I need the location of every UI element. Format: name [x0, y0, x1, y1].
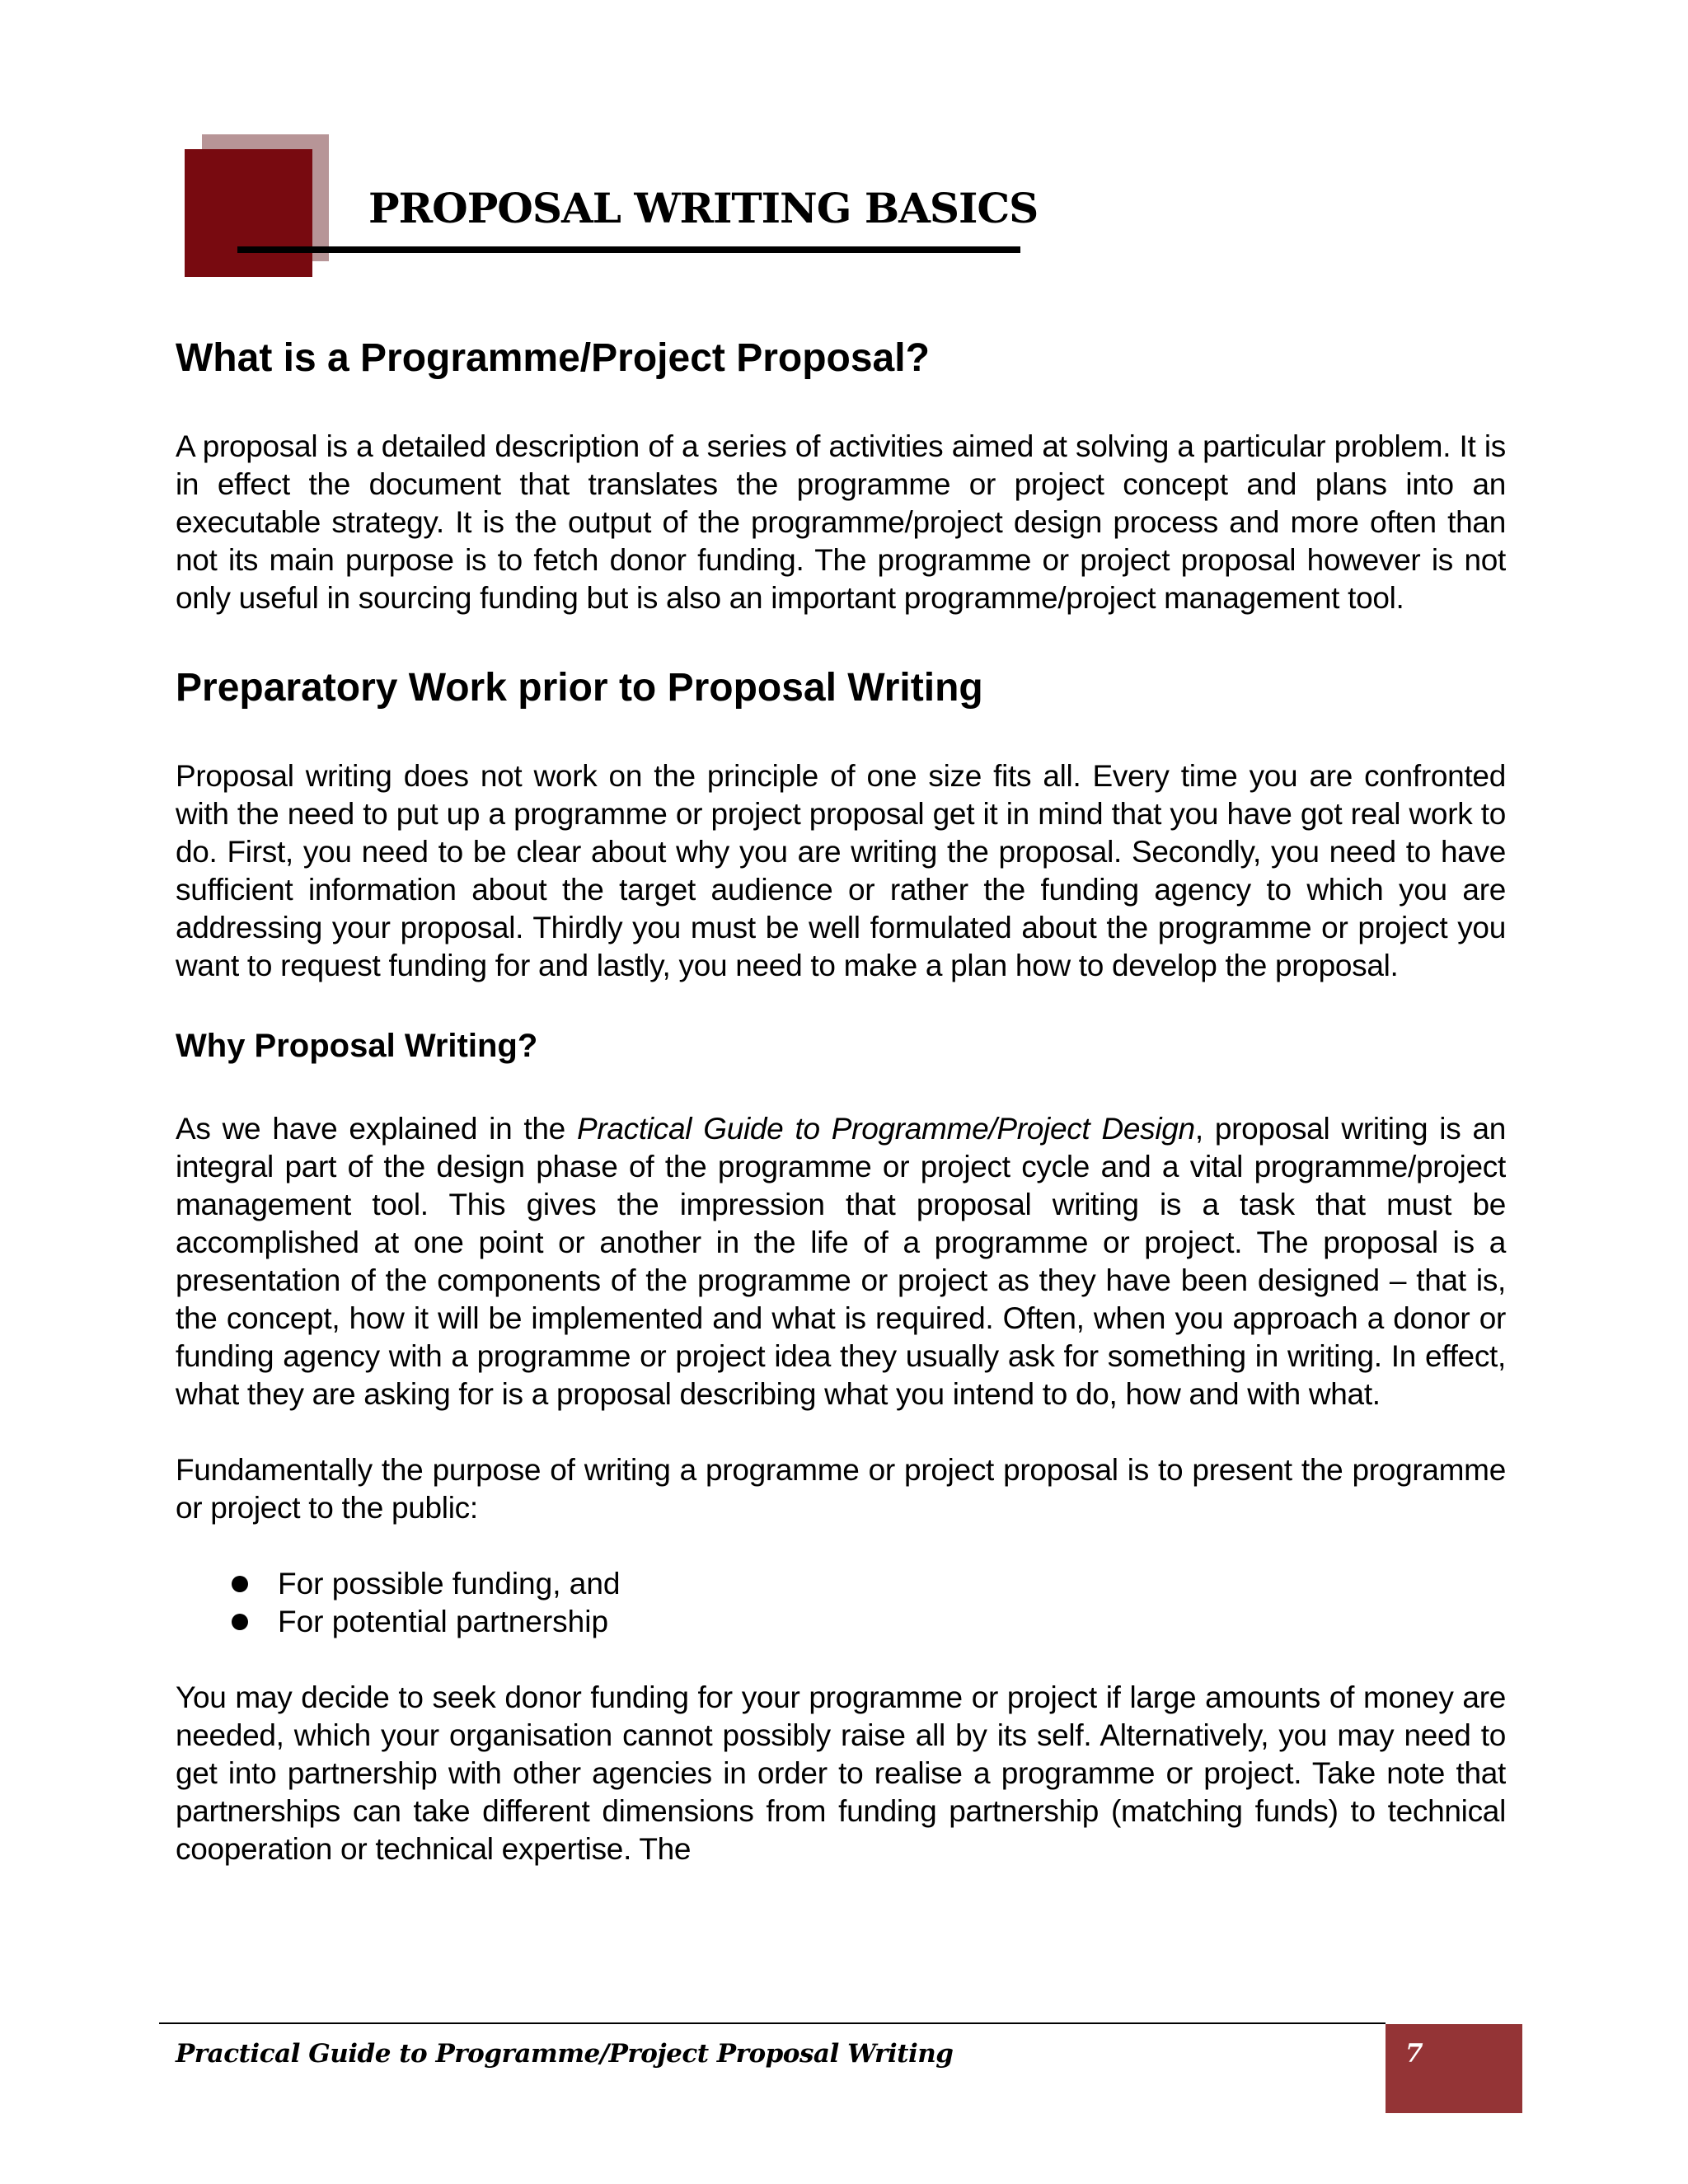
- footer-divider: [159, 2022, 1386, 2024]
- list-item: [232, 1603, 1506, 1641]
- chapter-emblem-front: [185, 149, 312, 277]
- paragraph-what-is-proposal: A proposal is a detailed description of a series of activities aimed at solving a particular problem. It is in effect the document that translates the programme or project concept and plans into an executable strategy. It is the output of the programme/project design process and more often than not its main purpose is to fetch donor funding. The programme or project proposal however is not only useful in sourcing funding but is also an important programme/project management tool.: [176, 429, 1506, 615]
- page-number-box: [1386, 2024, 1522, 2113]
- list-item-text: For potential partnership: [278, 1605, 609, 1638]
- bullet-icon: [232, 1576, 248, 1592]
- list-item-text: For possible funding, and: [278, 1567, 621, 1601]
- heading-what-is-proposal: What is a Programme/Project Proposal?: [176, 336, 930, 380]
- heading-preparatory-work: Preparatory Work prior to Proposal Writing: [176, 666, 983, 710]
- list-item: [232, 1565, 1506, 1603]
- paragraph-why-rest: , proposal writing is an integral part of the design phase of the programme or project cycle and a vital programme/project management tool. This gives the impression that proposal writing is a task that must be accomplished at one point or another in the life of a programme or project. The proposal is a presentation of the components of the programme or project as they have been designed – that is, the concept, how it will be implemented and what is required. Often, when you approach a donor or funding agency with a programme or project idea they usually ask for something in writing. In effect, what they are asking for is a proposal describing what you intend to do, how and with what.: [176, 1112, 1506, 1411]
- heading-why-proposal-writing: Why Proposal Writing?: [176, 1028, 538, 1064]
- purpose-bullet-list: [176, 1565, 1506, 1641]
- paragraph-why-proposal-writing: [176, 1110, 1506, 1413]
- footer-title: Practical Guide to Programme/Project Proposal Writing: [176, 2039, 954, 2069]
- paragraph-purpose: Fundamentally the purpose of writing a programme or project proposal is to present the programme or project to the public:: [176, 1453, 1506, 1525]
- paragraph-closing: You may decide to seek donor funding for your programme or project if large amounts of money are needed, which your organisation cannot possibly raise all by its self. Alternatively, you may need to get into partnership with other agencies in order to realise a programme or project. Take note that partnerships can take different dimensions from funding partnership (matching funds) to technical cooperation or technical expertise. The: [176, 1680, 1506, 1866]
- page-number: 7: [1405, 2039, 1423, 2069]
- chapter-title-underline: [237, 246, 1020, 253]
- chapter-title: PROPOSAL WRITING BASICS: [368, 184, 1039, 232]
- page-content: [176, 334, 1506, 1868]
- paragraph-why-lead: As we have explained in the: [176, 1112, 577, 1146]
- bullet-icon: [232, 1614, 248, 1630]
- guide-reference-title: Practical Guide to Programme/Project Design: [577, 1112, 1195, 1146]
- paragraph-preparatory-work: Proposal writing does not work on the principle of one size fits all. Every time you are confronted with the need to put up a programme or project proposal get it in mind that you have got real work to do. First, you need to be clear about why you are writing the proposal. Secondly, you need to have sufficient information about the target audience or rather the funding agency to which you are addressing your proposal. Thirdly you must be well formulated about the programme or project you want to request funding for and lastly, you need to make a plan how to develop the proposal.: [176, 759, 1506, 982]
